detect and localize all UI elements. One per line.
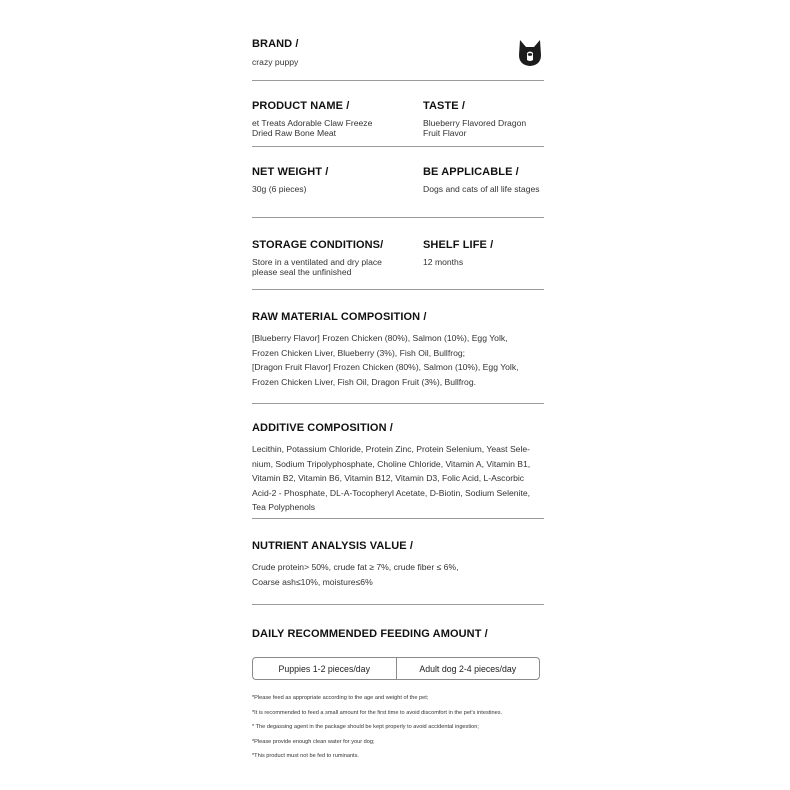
divider: [252, 518, 544, 519]
raw-material-line: [Dragon Fruit Flavor] Frozen Chicken (80%), Salmon (10%), Egg Yolk,: [252, 362, 519, 372]
divider: [252, 217, 544, 218]
divider: [252, 403, 544, 404]
note-item: * The degassing agent in the package should be kept properly to avoid accidental ingestion;: [252, 724, 479, 730]
note-item: *Please feed as appropriate according to the age and weight of the pet;: [252, 695, 429, 701]
additive-line: Tea Polyphenols: [252, 502, 316, 512]
divider: [252, 146, 544, 147]
additive-label: ADDITIVE COMPOSITION /: [252, 422, 393, 434]
storage-line: please seal the unfinished: [252, 266, 352, 277]
additive-line: nium, Sodium Tripolyphosphate, Choline Chloride, Vitamin A, Vitamin B1,: [252, 458, 531, 469]
feeding-label: DAILY RECOMMENDED FEEDING AMOUNT /: [252, 628, 488, 640]
storage-label: STORAGE CONDITIONS/: [252, 239, 384, 251]
shelf-life-section: [423, 239, 553, 268]
product-name-label: PRODUCT NAME /: [252, 100, 350, 112]
additive-section: [252, 422, 547, 515]
taste-line: Blueberry Flavored Dragon: [423, 118, 527, 128]
feeding-adult-cell: Adult dog 2-4 pieces/day: [396, 658, 540, 679]
shelf-life-value: 12 months: [423, 257, 464, 267]
nutrient-line: Coarse ash≤10%, moisture≤6%: [252, 576, 373, 587]
shelf-life-label: SHELF LIFE /: [423, 239, 494, 251]
additive-line: Acid-2 - Phosphate, DL-A-Tocopheryl Acetate, D-Biotin, Sodium Selenite,: [252, 487, 531, 498]
net-weight-label: NET WEIGHT /: [252, 166, 329, 178]
raw-material-line: Frozen Chicken Liver, Fish Oil, Dragon Fruit (3%), Bullfrog.: [252, 376, 476, 387]
note-item: *This product must not be fed to ruminants.: [252, 753, 359, 759]
raw-material-line: [Blueberry Flavor] Frozen Chicken (80%), Salmon (10%), Egg Yolk,: [252, 333, 508, 343]
raw-material-line: Frozen Chicken Liver, Blueberry (3%), Fish Oil, Bullfrog;: [252, 347, 466, 358]
divider: [252, 604, 544, 605]
product-name-line: Dried Raw Bone Meat: [252, 127, 337, 138]
feeding-section: [252, 628, 547, 640]
feeding-puppies-cell: Puppies 1-2 pieces/day: [278, 663, 370, 674]
be-applicable-value: Dogs and cats of all life stages: [423, 184, 540, 194]
divider: [252, 289, 544, 290]
net-weight-value: 30g (6 pieces): [252, 184, 307, 194]
be-applicable-label: BE APPLICABLE /: [423, 166, 519, 178]
taste-section: [423, 100, 553, 138]
be-applicable-section: [423, 166, 553, 195]
brand-label: BRAND /: [252, 38, 299, 50]
brand-value: crazy puppy: [252, 57, 299, 67]
note-item: *Please provide enough clean water for your dog;: [252, 738, 375, 745]
raw-material-section: [252, 311, 547, 389]
brand-section: [252, 38, 547, 68]
taste-line: Fruit Flavor: [423, 127, 467, 138]
divider: [252, 80, 544, 81]
dog-head-icon: [515, 38, 545, 68]
product-name-line: et Treats Adorable Claw Freeze: [252, 118, 373, 128]
nutrient-line: Crude protein> 50%, crude fat ≥ 7%, crude fiber ≤ 6%,: [252, 562, 459, 572]
additive-line: Lecithin, Potassium Chloride, Protein Zinc, Protein Selenium, Yeast Sele-: [252, 444, 531, 454]
additive-line: Vitamin B2, Vitamin B6, Vitamin B12, Vitamin D3, Folic Acid, L-Ascorbic: [252, 473, 525, 483]
taste-label: TASTE /: [423, 100, 466, 112]
notes-list: [252, 694, 552, 767]
note-item: *It is recommended to feed a small amount for the first time to avoid discomfort in the pet's intestines.: [252, 709, 503, 716]
nutrient-section: [252, 540, 547, 589]
storage-line: Store in a ventilated and dry place: [252, 257, 382, 267]
nutrient-label: NUTRIENT ANALYSIS VALUE /: [252, 540, 413, 552]
raw-material-label: RAW MATERIAL COMPOSITION /: [252, 311, 427, 323]
feeding-amount-table: [252, 657, 540, 680]
